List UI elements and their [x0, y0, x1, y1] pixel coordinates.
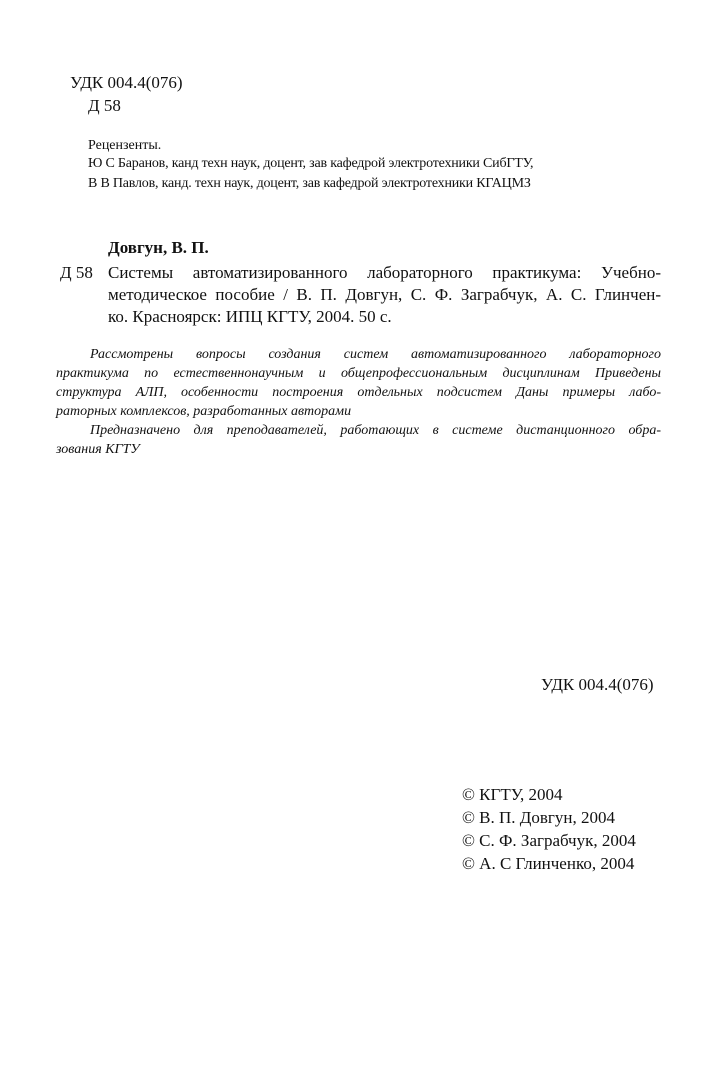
reviewer-line: В В Павлов, канд. техн наук, доцент, зав кафедрой электротехники КГАЦМЗ — [88, 176, 531, 191]
annotation-line: Рассмотрены вопросы создания систем автоматизированного лабораторного — [90, 347, 661, 362]
copyright-line: © С. Ф. Заграбчук, 2004 — [462, 831, 636, 850]
annotation-line: структура АЛП, особенности построения отдельных подсистем Даны примеры лабо- — [56, 385, 661, 400]
annotation — [56, 345, 661, 459]
copyright-list — [462, 784, 636, 875]
udk-bottom: УДК 004.4(076) — [541, 675, 654, 694]
annotation-line: практикума по естественнонаучным и общепрофессиональным дисциплинам Приведены — [56, 366, 661, 381]
entry-index: Д 58 — [60, 263, 93, 282]
entry-description — [108, 262, 661, 328]
entry-line: методическое пособие / В. П. Довгун, С. Ф. Заграбчук, А. С. Глинчен- — [108, 285, 661, 304]
entry-author: Довгун, В. П. — [108, 238, 209, 257]
udk-top: УДК 004.4(076) — [70, 73, 183, 92]
entry-line: ко. Красноярск: ИПЦ КГТУ, 2004. 50 с. — [108, 307, 392, 326]
copyright-line: © КГТУ, 2004 — [462, 785, 563, 804]
copyright-line: © А. С Глинченко, 2004 — [462, 854, 635, 873]
purpose-line: зования КГТУ — [56, 442, 140, 457]
purpose-line: Предназначено для преподавателей, работающих в системе дистанционного обра- — [90, 423, 661, 438]
annotation-line: раторных комплексов, разработанных авторами — [56, 404, 352, 419]
copyright-line: © В. П. Довгун, 2004 — [462, 808, 615, 827]
reviewer-line: Ю С Баранов, канд техн наук, доцент, зав кафедрой электротехники СибГТУ, — [88, 156, 534, 171]
entry-line: Системы автоматизированного лабораторного практикума: Учебно- — [108, 263, 661, 282]
index-code-top: Д 58 — [88, 96, 121, 115]
reviewers-heading: Рецензенты. — [88, 138, 162, 153]
